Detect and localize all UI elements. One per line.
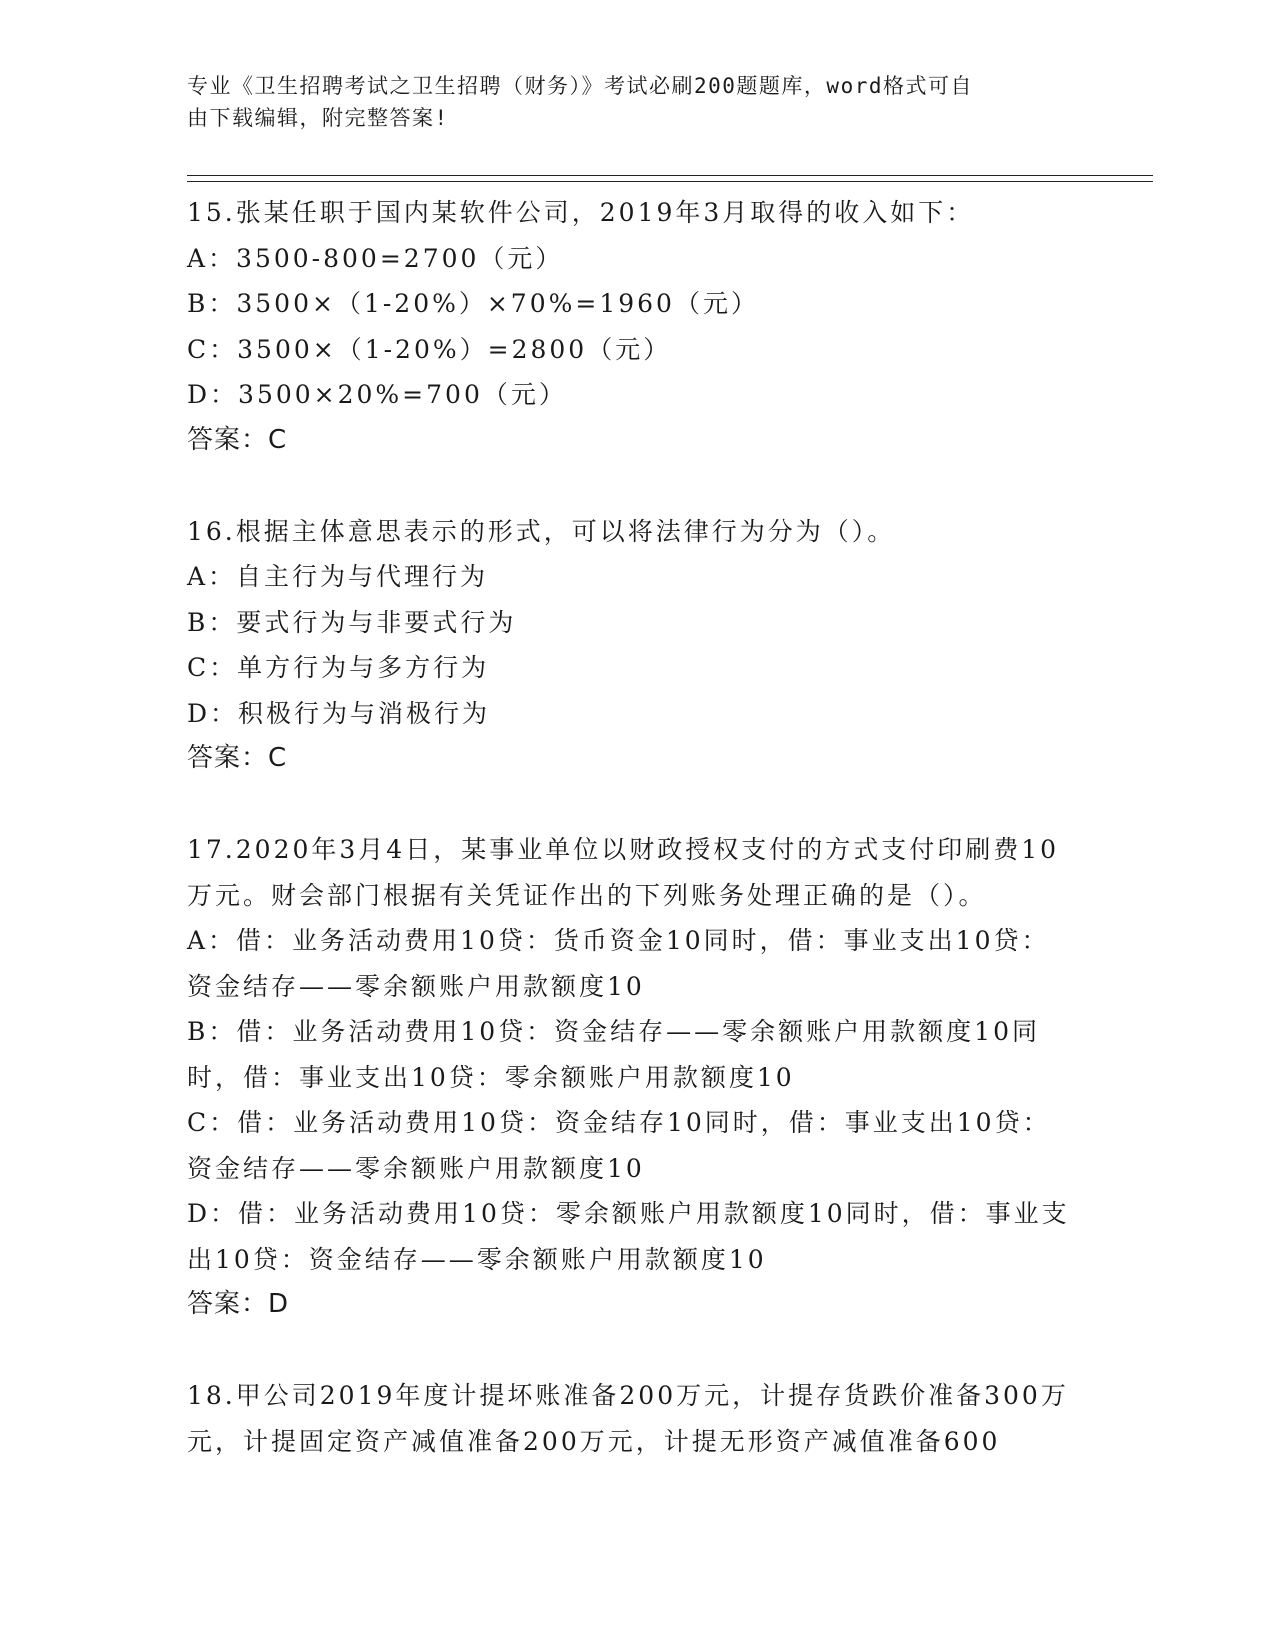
answer: 答案：C [187,424,288,455]
header-line-2: 由下载编辑，附完整答案! [187,106,449,130]
header-rule-bottom [187,181,1153,182]
option-d: D：积极行为与消极行为 [187,698,491,728]
question-18 [187,1373,1077,1464]
question-text: 18.甲公司2019年度计提坏账准备200万元，计提存货跌价准备300万元，计提固定资产减值准备200万元，计提无形资产减值准备600 [187,1381,1069,1456]
answer: 答案：C [187,743,288,773]
header-line-1: 专业《卫生招聘考试之卫生招聘（财务）》考试必刷200题题库，word格式可自 [187,74,973,98]
option-b: B：借：业务活动费用10贷：资金结存——零余额账户用款额度10同时，借：事业支出10贷：零余额账户用款额度10 [187,1017,1040,1092]
option-c: C：借：业务活动费用10贷：资金结存10同时，借：事业支出10贷：资金结存——零余额账户用款额度10 [187,1108,1051,1183]
option-a: A：3500-800=2700（元） [187,243,564,273]
answer: 答案：D [187,1289,290,1319]
option-a: A：自主行为与代理行为 [187,562,489,591]
header-rule-top [187,175,1153,176]
question-spacer [187,463,1077,509]
option-b: B：要式行为与非要式行为 [187,607,517,637]
question-16 [187,509,1077,782]
question-text: 16.根据主体意思表示的形式，可以将法律行为分为（）。 [187,516,896,546]
option-d: D：3500×20%=700（元） [187,380,567,409]
question-text: 15.张某任职于国内某软件公司，2019年3月取得的收入如下： [187,198,975,227]
question-text: 17.2020年3月4日，某事业单位以财政授权支付的方式支付印刷费10万元。财会部门根据有关凭证作出的下列账务处理正确的是（）。 [187,835,1060,910]
option-c: C：3500×（1-20%）=2800（元） [187,334,672,364]
option-d: D：借：业务活动费用10贷：零余额账户用款额度10同时，借：事业支出10贷：资金结存——零余额账户用款额度10 [187,1199,1070,1274]
option-b: B：3500×（1-20%）×70%=1960（元） [187,289,759,318]
question-17 [187,827,1077,1328]
option-c: C：单方行为与多方行为 [187,653,490,682]
question-15 [187,190,1077,463]
question-spacer [187,1328,1077,1374]
option-a: A：借：业务活动费用10贷：货币资金10同时，借：事业支出10贷：资金结存——零余额账户用款额度10 [187,926,1050,1001]
document-header [187,70,1067,134]
question-list [187,190,1077,1464]
question-spacer [187,782,1077,828]
